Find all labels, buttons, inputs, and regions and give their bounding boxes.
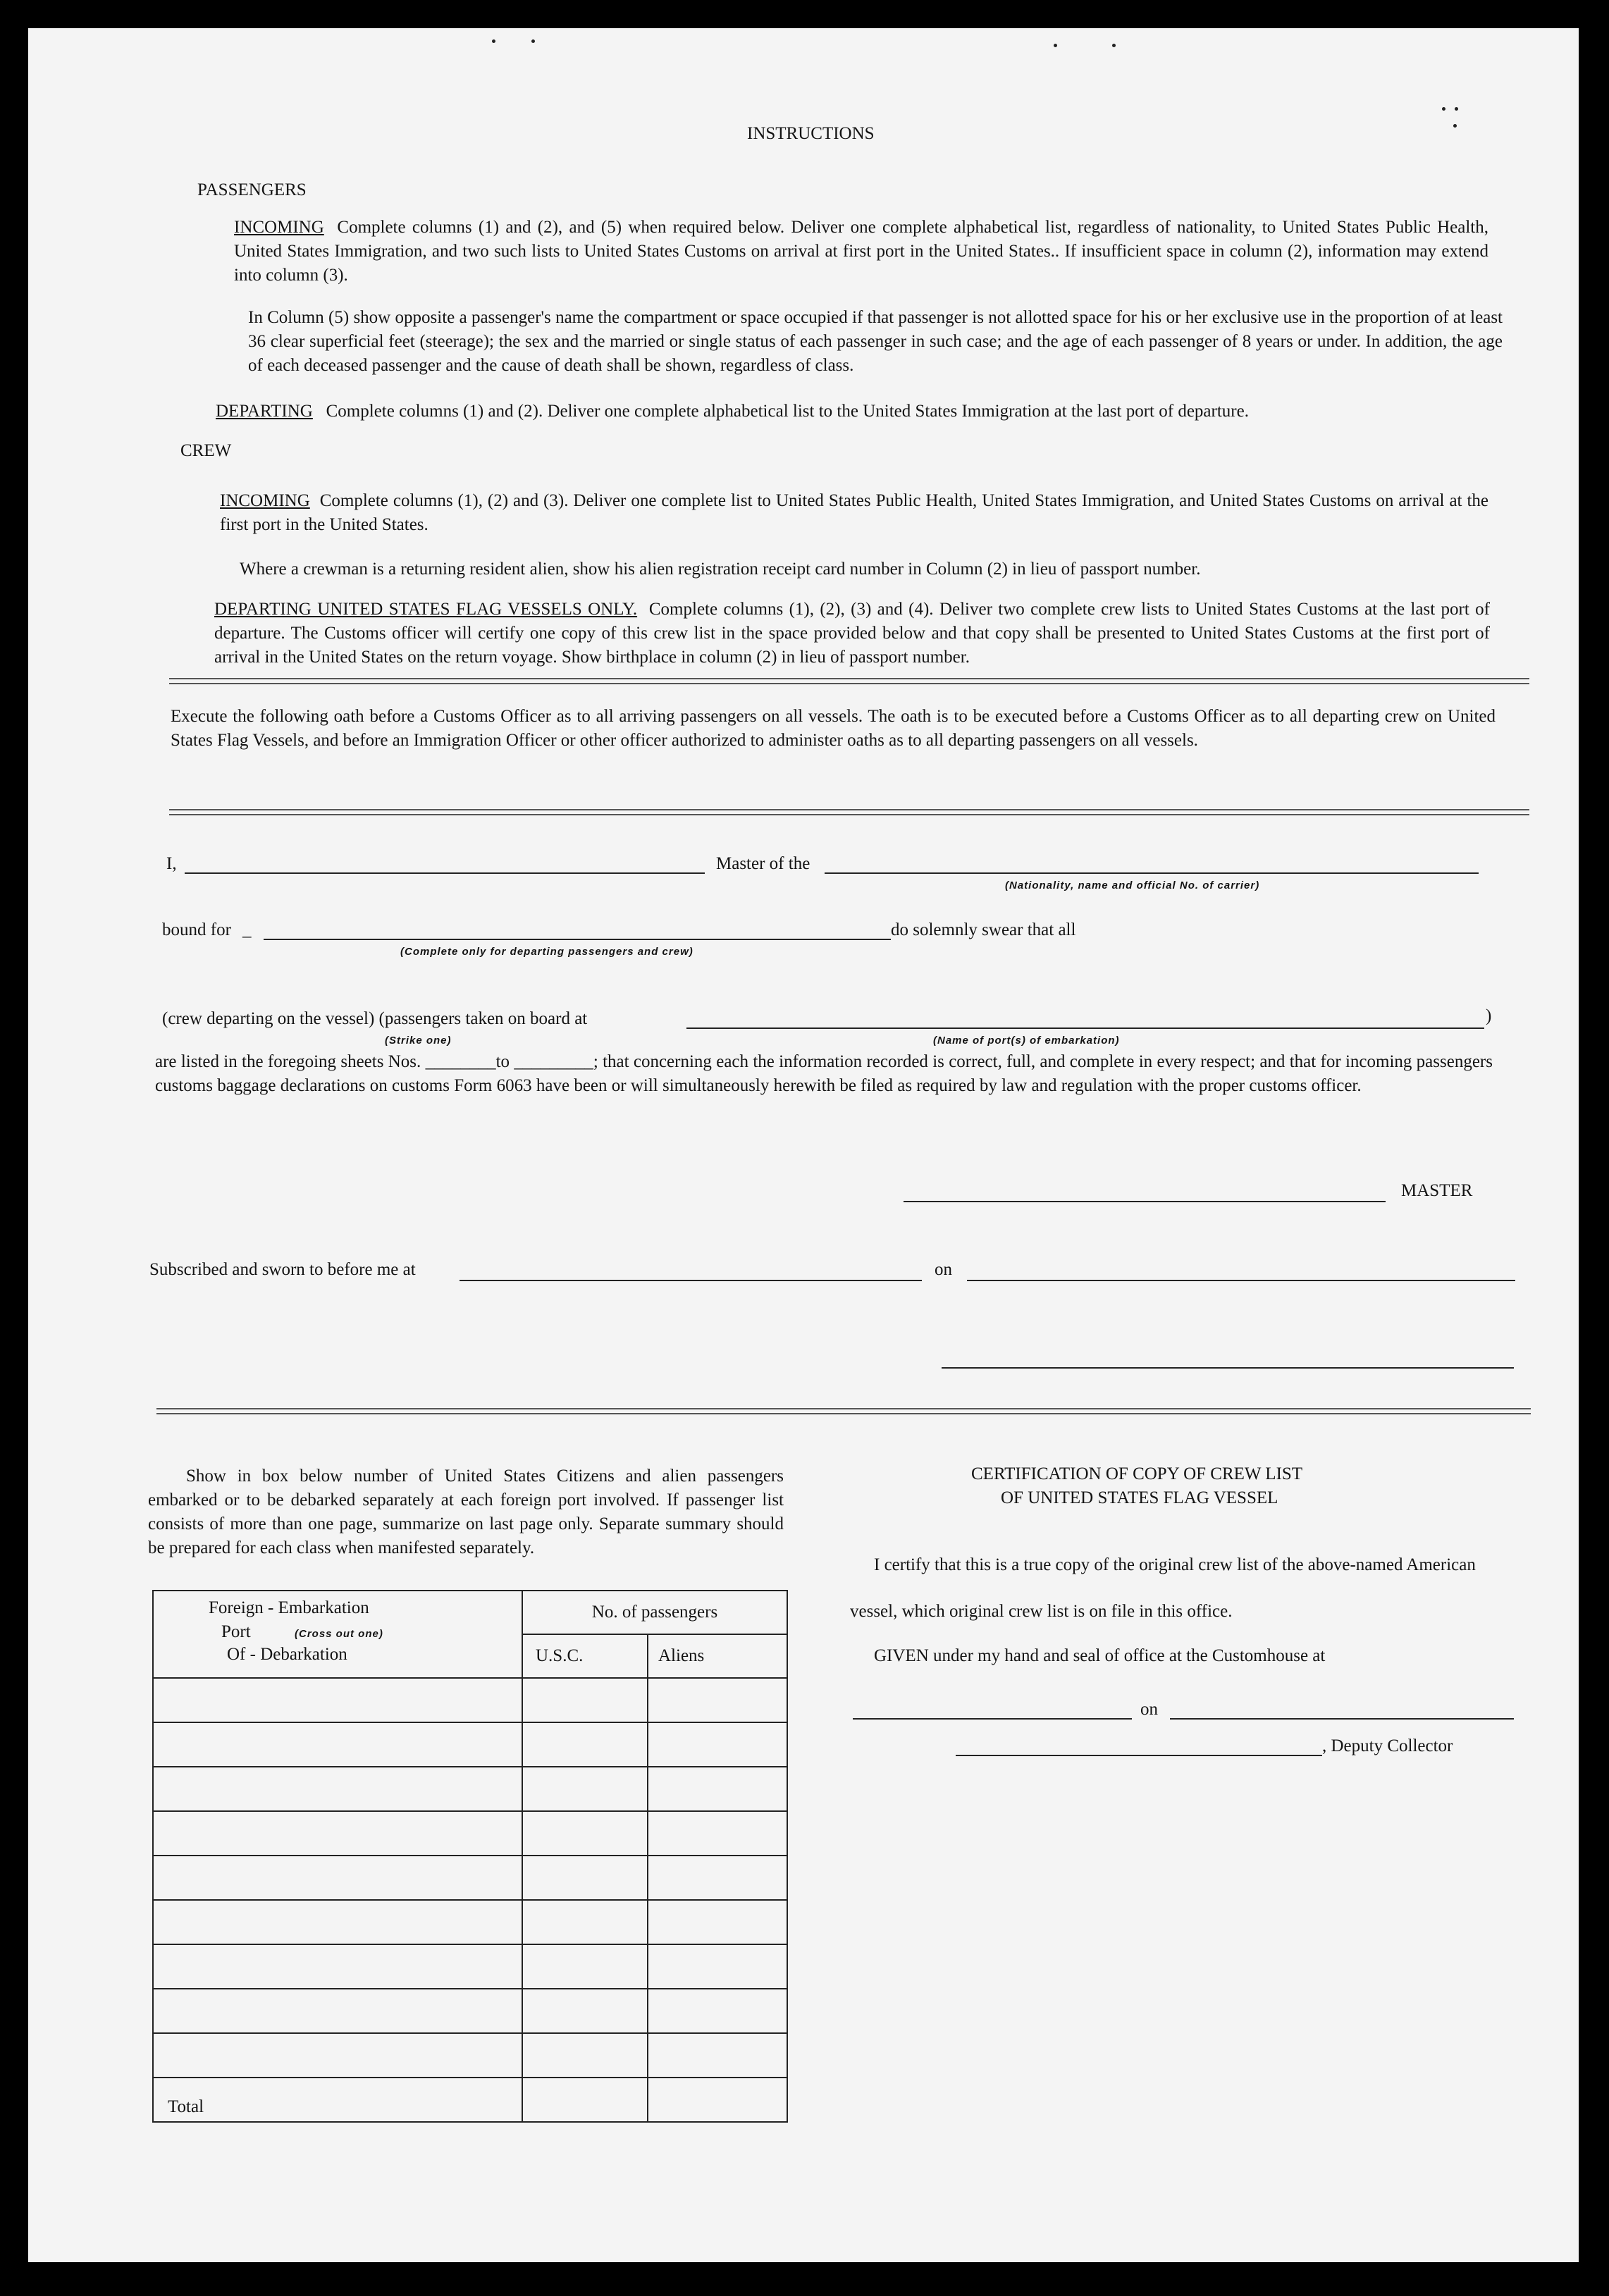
cert-date-field[interactable]	[1170, 1718, 1514, 1720]
nationality-caption: (Nationality, name and official No. of carrier)	[1005, 879, 1260, 891]
crew-departing-text: Complete columns (1), (2), (3) and (4). Deliver two complete crew lists to United States Customs at the last port of departure. The Customs officer will certify one copy of this crew list in the space provided below and that copy shall be presented to United States Customs at the first port of arrival in the United States on the return voyage. Show birthplace in column (2) in lieu of passport number.	[214, 600, 1491, 667]
aliens-cell[interactable]	[648, 1811, 787, 1856]
table-row	[153, 1856, 787, 1900]
table-row	[153, 2033, 787, 2078]
aliens-cell[interactable]	[648, 1767, 787, 1811]
table-row	[153, 1900, 787, 1944]
master-of-label: Master of the	[716, 854, 810, 873]
divider	[169, 809, 1529, 815]
summary-instruction: Show in box below number of United States Citizens and alien passengers embarked or to be debarked separately at each foreign port involved. If passenger list consists of more than one page, summarize on last page only. Separate summary should be prepared for each class when manifested separately.	[148, 1467, 784, 1557]
master-name-field[interactable]	[185, 872, 705, 874]
oath-i-label: I,	[166, 854, 177, 873]
officer-signature-field[interactable]	[942, 1367, 1514, 1369]
passengers-departing-label: DEPARTING	[216, 402, 313, 421]
table-row	[153, 1811, 787, 1856]
sworn-date-field[interactable]	[967, 1280, 1515, 1281]
usc-cell[interactable]	[522, 2033, 648, 2078]
usc-total-cell[interactable]	[522, 2078, 648, 2122]
port-cell[interactable]	[153, 1678, 522, 1722]
deputy-collector-label: , Deputy Collector	[1322, 1736, 1453, 1755]
aliens-cell[interactable]	[648, 1678, 787, 1722]
crew-departing-paragraph	[214, 598, 1490, 669]
passengers-incoming-text: Complete columns (1) and (2), and (5) when required below. Deliver one complete alphabetical list, regardless of nationality, to United States Public Health, United States Immigration, and two such lists to United States Customs on arrival at first port in the United States.. If insufficient space in column (2), information may extend into column (3).	[234, 218, 1488, 285]
no-of-passengers-header: No. of passengers	[591, 1603, 718, 1622]
stray-mark	[531, 39, 535, 43]
carrier-field[interactable]	[825, 872, 1479, 874]
stray-mark	[1455, 107, 1458, 111]
total-label: Total	[168, 2097, 204, 2116]
aliens-cell[interactable]	[648, 2033, 787, 2078]
passengers-incoming-label: INCOMING	[234, 218, 324, 237]
crew-incoming-text: Complete columns (1), (2) and (3). Deliver one complete list to United States Public Health, United States Immigration, and United States Customs on arrival at the first port in the United States.	[220, 491, 1489, 534]
bound-for-label: bound for	[162, 920, 231, 939]
bound-for-mark: _	[242, 920, 252, 939]
port-cell[interactable]	[153, 1989, 522, 2033]
table-row	[153, 1678, 787, 1722]
ports-caption: (Name of port(s) of embarkation)	[933, 1035, 1120, 1047]
usc-cell[interactable]	[522, 1811, 648, 1856]
passengers-header-cell	[522, 1591, 787, 1634]
bound-for-field[interactable]	[264, 939, 891, 940]
subscribed-label: Subscribed and sworn to before me at	[149, 1260, 416, 1279]
stray-mark	[492, 39, 495, 43]
usc-cell[interactable]	[522, 1722, 648, 1767]
usc-cell[interactable]	[522, 1767, 648, 1811]
form-page	[28, 28, 1579, 2262]
port-header-cell	[153, 1591, 522, 1678]
usc-header-cell	[522, 1634, 648, 1678]
certify-paragraph: I certify that this is a true copy of the original crew list of the above-named American vessel, which original crew list is on file in this office.	[850, 1555, 1476, 1621]
aliens-header: Aliens	[658, 1646, 705, 1665]
crew-heading: CREW	[180, 441, 232, 460]
crew-incoming-paragraph	[220, 489, 1488, 537]
given-text: GIVEN under my hand and seal of office at the Customhouse at	[874, 1646, 1326, 1665]
strike-one-caption: (Strike one)	[385, 1035, 452, 1047]
crew-alien-paragraph: Where a crewman is a returning resident alien, show his alien registration receipt card number in Column (2) in lieu of passport number.	[240, 560, 1201, 579]
usc-cell[interactable]	[522, 1944, 648, 1989]
instructions-title: INSTRUCTIONS	[747, 124, 875, 143]
col1-line2: Port	[221, 1622, 251, 1641]
cert-on-label: on	[1140, 1700, 1158, 1719]
table-row	[153, 1989, 787, 2033]
aliens-cell[interactable]	[648, 1944, 787, 1989]
crew-incoming-label: INCOMING	[220, 491, 310, 510]
table-row-total	[153, 2078, 787, 2122]
stray-mark	[1112, 44, 1116, 47]
port-cell[interactable]	[153, 1722, 522, 1767]
stray-mark	[1453, 124, 1457, 128]
column5-paragraph: In Column (5) show opposite a passenger's name the compartment or space occupied if that passenger is not allotted space for his or her exclusive use in the proportion of at least 36 clear superficial feet (steerage); the sex and the married or single status of each passenger in such case; and the age of each passenger of 8 years or under. In addition, the age of each deceased passenger and the cause of death shall be shown, regardless of class.	[248, 308, 1503, 375]
swear-text: do solemnly swear that all	[891, 920, 1076, 939]
certification-title-line1: CERTIFICATION OF COPY OF CREW LIST	[971, 1464, 1303, 1483]
stray-mark	[1442, 107, 1445, 111]
col1-line3: Of - Debarkation	[227, 1645, 347, 1664]
divider	[156, 1408, 1531, 1414]
certification-title-line2: OF UNITED STATES FLAG VESSEL	[1001, 1488, 1278, 1507]
sheets-paragraph: are listed in the foregoing sheets Nos. ________to _________; that concerning each the information recorded is correct, full, and complete in every respect; and that for incoming passengers customs baggage declarations on customs Form 6063 have been or will simultaneously herewith be filed as required by law and regulation with the proper customs officer.	[155, 1052, 1493, 1095]
passengers-departing-text: Complete columns (1) and (2). Deliver one complete alphabetical list to the United States Immigration at the last port of departure.	[326, 402, 1249, 421]
total-label-cell	[153, 2078, 522, 2122]
port-cell[interactable]	[153, 1900, 522, 1944]
usc-cell[interactable]	[522, 1989, 648, 2033]
master-signature-field[interactable]	[904, 1201, 1386, 1202]
sworn-place-field[interactable]	[460, 1280, 922, 1281]
embarkation-ports-field[interactable]	[686, 1027, 1484, 1029]
port-cell[interactable]	[153, 1811, 522, 1856]
usc-cell[interactable]	[522, 1900, 648, 1944]
passengers-heading: PASSENGERS	[197, 180, 307, 199]
sworn-on-label: on	[935, 1260, 952, 1279]
aliens-header-cell	[648, 1634, 787, 1678]
cross-out-caption: (Cross out one)	[295, 1628, 383, 1640]
port-cell[interactable]	[153, 1856, 522, 1900]
customhouse-field[interactable]	[853, 1718, 1132, 1720]
stray-mark	[1054, 44, 1057, 47]
close-paren: )	[1486, 1006, 1492, 1025]
passenger-summary-table	[152, 1590, 788, 2123]
usc-cell[interactable]	[522, 1856, 648, 1900]
aliens-cell[interactable]	[648, 1856, 787, 1900]
complete-only-caption: (Complete only for departing passengers and crew)	[400, 946, 693, 958]
passengers-departing-paragraph	[216, 400, 1249, 423]
table-row	[153, 1767, 787, 1811]
crew-departing-text: (crew departing on the vessel) (passengers taken on board at	[162, 1009, 588, 1028]
col1-line1: Foreign - Embarkation	[209, 1598, 369, 1617]
oath-instruction: Execute the following oath before a Customs Officer as to all arriving passengers on all vessels. The oath is to be executed before a Customs Officer as to all departing crew on United States Flag Vessels, and before an Immigration Officer or other officer authorized to administer oaths as to all departing passengers on all vessels.	[171, 707, 1496, 750]
port-cell[interactable]	[153, 1767, 522, 1811]
aliens-total-cell[interactable]	[648, 2078, 787, 2122]
aliens-cell[interactable]	[648, 1900, 787, 1944]
port-cell[interactable]	[153, 1944, 522, 1989]
crew-departing-label: DEPARTING UNITED STATES FLAG VESSELS ONLY.	[214, 600, 638, 619]
divider	[169, 678, 1529, 684]
usc-header: U.S.C.	[536, 1646, 584, 1665]
table-row	[153, 1722, 787, 1767]
master-label: MASTER	[1401, 1181, 1473, 1200]
aliens-cell[interactable]	[648, 1722, 787, 1767]
deputy-signature-field[interactable]	[956, 1755, 1322, 1756]
aliens-cell[interactable]	[648, 1989, 787, 2033]
port-cell[interactable]	[153, 2033, 522, 2078]
table-row	[153, 1944, 787, 1989]
passengers-incoming-paragraph	[234, 216, 1488, 288]
usc-cell[interactable]	[522, 1678, 648, 1722]
